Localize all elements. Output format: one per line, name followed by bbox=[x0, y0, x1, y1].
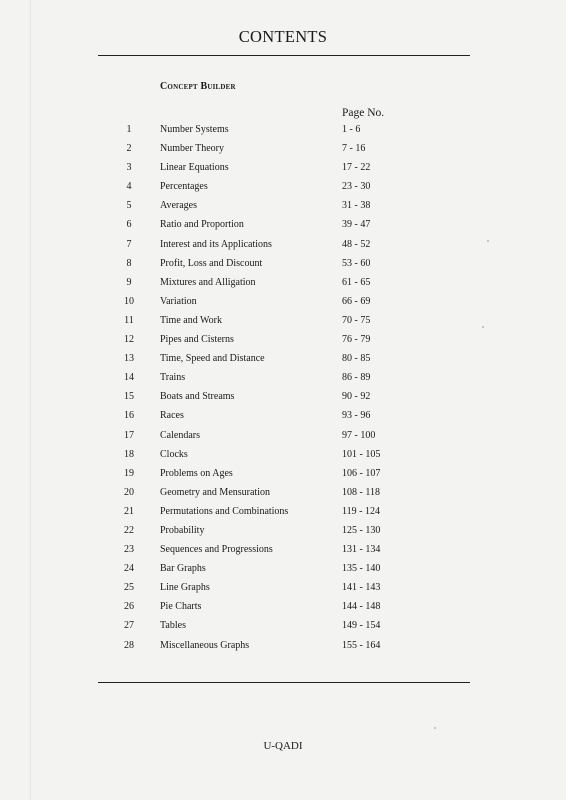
toc-row bbox=[0, 542, 566, 561]
toc-chapter-number: 6 bbox=[126, 219, 132, 231]
scan-speck bbox=[487, 240, 489, 242]
toc-row bbox=[0, 141, 566, 160]
toc-page-range: 17 - 22 bbox=[342, 162, 371, 174]
toc-chapter-title: Clocks bbox=[160, 448, 188, 460]
toc-page-range: 155 - 164 bbox=[342, 639, 381, 651]
toc-row bbox=[0, 160, 566, 179]
toc-page-range: 39 - 47 bbox=[342, 219, 371, 231]
toc-row bbox=[0, 485, 566, 504]
toc-chapter-title: Number Systems bbox=[160, 124, 229, 135]
toc-row bbox=[0, 428, 566, 447]
toc-page-range: 76 - 79 bbox=[342, 334, 371, 346]
toc-chapter-number: 19 bbox=[124, 467, 134, 479]
toc-row bbox=[0, 618, 566, 637]
toc-row bbox=[0, 294, 566, 313]
toc-chapter-number: 15 bbox=[124, 391, 134, 403]
toc-row bbox=[0, 447, 566, 466]
toc-row bbox=[0, 638, 566, 657]
toc-row bbox=[0, 237, 566, 256]
toc-chapter-title: Mixtures and Alligation bbox=[160, 276, 256, 288]
toc-chapter-title: Geometry and Mensuration bbox=[160, 486, 270, 498]
toc-chapter-title: Variation bbox=[160, 295, 197, 307]
toc-chapter-number: 11 bbox=[124, 314, 134, 326]
toc-row bbox=[0, 198, 566, 217]
toc-row bbox=[0, 122, 566, 141]
toc-row bbox=[0, 256, 566, 275]
toc-chapter-number: 22 bbox=[124, 524, 134, 536]
scan-speck bbox=[482, 326, 484, 328]
toc-chapter-title: Linear Equations bbox=[160, 162, 229, 174]
toc-page-range: 70 - 75 bbox=[342, 314, 371, 326]
table-of-contents bbox=[0, 122, 566, 657]
toc-row bbox=[0, 217, 566, 236]
toc-chapter-number: 5 bbox=[126, 200, 132, 212]
toc-page-range: 144 - 148 bbox=[342, 601, 381, 613]
toc-row bbox=[0, 313, 566, 332]
toc-page-range: 31 - 38 bbox=[342, 200, 371, 212]
toc-chapter-number: 25 bbox=[124, 582, 134, 594]
toc-chapter-title: Number Theory bbox=[160, 143, 224, 155]
toc-page-range: 1 - 6 bbox=[342, 124, 361, 135]
toc-page-range: 86 - 89 bbox=[342, 372, 371, 384]
toc-page-range: 93 - 96 bbox=[342, 410, 371, 422]
toc-row bbox=[0, 370, 566, 389]
toc-chapter-title: Profit, Loss and Discount bbox=[160, 257, 263, 269]
toc-chapter-number: 13 bbox=[124, 353, 134, 365]
toc-page-range: 131 - 134 bbox=[342, 544, 381, 556]
toc-row bbox=[0, 179, 566, 198]
toc-chapter-number: 3 bbox=[126, 162, 132, 174]
bottom-divider bbox=[98, 682, 470, 683]
toc-chapter-title: Trains bbox=[160, 372, 186, 384]
toc-page-range: 106 - 107 bbox=[342, 467, 381, 479]
toc-page-range: 108 - 118 bbox=[342, 486, 380, 498]
toc-page-range: 80 - 85 bbox=[342, 353, 371, 365]
toc-chapter-number: 28 bbox=[124, 639, 134, 651]
toc-page-range: 53 - 60 bbox=[342, 257, 371, 269]
top-divider bbox=[98, 55, 470, 56]
toc-row bbox=[0, 332, 566, 351]
section-heading: Concept Builder bbox=[160, 81, 236, 92]
toc-chapter-title: Sequences and Progressions bbox=[160, 544, 273, 556]
toc-chapter-number: 16 bbox=[124, 410, 134, 422]
toc-chapter-number: 9 bbox=[126, 276, 132, 288]
toc-chapter-number: 21 bbox=[124, 505, 134, 517]
toc-chapter-number: 18 bbox=[124, 448, 134, 460]
toc-chapter-number: 24 bbox=[124, 563, 134, 575]
toc-chapter-title: Line Graphs bbox=[160, 582, 210, 594]
toc-chapter-number: 1 bbox=[126, 124, 132, 135]
toc-chapter-number: 20 bbox=[124, 486, 134, 498]
toc-row bbox=[0, 351, 566, 370]
toc-chapter-title: Calendars bbox=[160, 429, 200, 441]
toc-chapter-title: Permutations and Combinations bbox=[160, 505, 289, 517]
toc-chapter-number: 7 bbox=[126, 238, 132, 250]
toc-chapter-number: 12 bbox=[124, 334, 134, 346]
toc-chapter-number: 10 bbox=[124, 295, 134, 307]
toc-page-range: 61 - 65 bbox=[342, 276, 371, 288]
toc-row bbox=[0, 389, 566, 408]
toc-row bbox=[0, 504, 566, 523]
toc-chapter-title: Problems on Ages bbox=[160, 467, 233, 479]
page-footer: U-QADI bbox=[263, 740, 303, 752]
toc-chapter-title: Probability bbox=[160, 524, 205, 536]
toc-chapter-title: Tables bbox=[160, 620, 186, 632]
toc-chapter-number: 27 bbox=[124, 620, 134, 632]
toc-row bbox=[0, 580, 566, 599]
toc-page-range: 48 - 52 bbox=[342, 238, 371, 250]
toc-chapter-number: 4 bbox=[126, 181, 132, 193]
toc-chapter-title: Time and Work bbox=[160, 314, 222, 326]
toc-chapter-title: Averages bbox=[160, 200, 198, 212]
toc-chapter-title: Ratio and Proportion bbox=[160, 219, 244, 231]
toc-page-range: 119 - 124 bbox=[342, 505, 380, 517]
toc-row bbox=[0, 466, 566, 485]
toc-row bbox=[0, 523, 566, 542]
toc-chapter-title: Percentages bbox=[160, 181, 208, 193]
toc-row bbox=[0, 561, 566, 580]
toc-page-range: 101 - 105 bbox=[342, 448, 381, 460]
toc-row bbox=[0, 408, 566, 427]
toc-chapter-number: 8 bbox=[126, 257, 132, 269]
toc-chapter-title: Bar Graphs bbox=[160, 563, 206, 575]
toc-chapter-title: Interest and its Applications bbox=[160, 238, 272, 250]
toc-row bbox=[0, 599, 566, 618]
toc-chapter-number: 17 bbox=[124, 429, 134, 441]
toc-page-range: 23 - 30 bbox=[342, 181, 371, 193]
scan-speck bbox=[434, 727, 436, 729]
toc-page-range: 125 - 130 bbox=[342, 524, 381, 536]
toc-page-range: 7 - 16 bbox=[342, 143, 366, 155]
toc-page-range: 149 - 154 bbox=[342, 620, 381, 632]
toc-chapter-title: Races bbox=[160, 410, 184, 422]
toc-page-range: 97 - 100 bbox=[342, 429, 376, 441]
toc-chapter-number: 2 bbox=[126, 143, 132, 155]
toc-page-range: 135 - 140 bbox=[342, 563, 381, 575]
toc-chapter-number: 26 bbox=[124, 601, 134, 613]
toc-chapter-title: Boats and Streams bbox=[160, 391, 235, 403]
toc-chapter-title: Time, Speed and Distance bbox=[160, 353, 265, 365]
toc-chapter-title: Pipes and Cisterns bbox=[160, 334, 234, 346]
toc-page-range: 141 - 143 bbox=[342, 582, 381, 594]
toc-chapter-title: Pie Charts bbox=[160, 601, 202, 613]
page-number-column-header: Page No. bbox=[342, 107, 385, 119]
toc-chapter-number: 14 bbox=[124, 372, 134, 384]
toc-row bbox=[0, 275, 566, 294]
toc-page-range: 90 - 92 bbox=[342, 391, 371, 403]
page-title: CONTENTS bbox=[238, 27, 328, 46]
toc-page-range: 66 - 69 bbox=[342, 295, 371, 307]
toc-chapter-title: Miscellaneous Graphs bbox=[160, 639, 250, 651]
toc-chapter-number: 23 bbox=[124, 544, 134, 556]
